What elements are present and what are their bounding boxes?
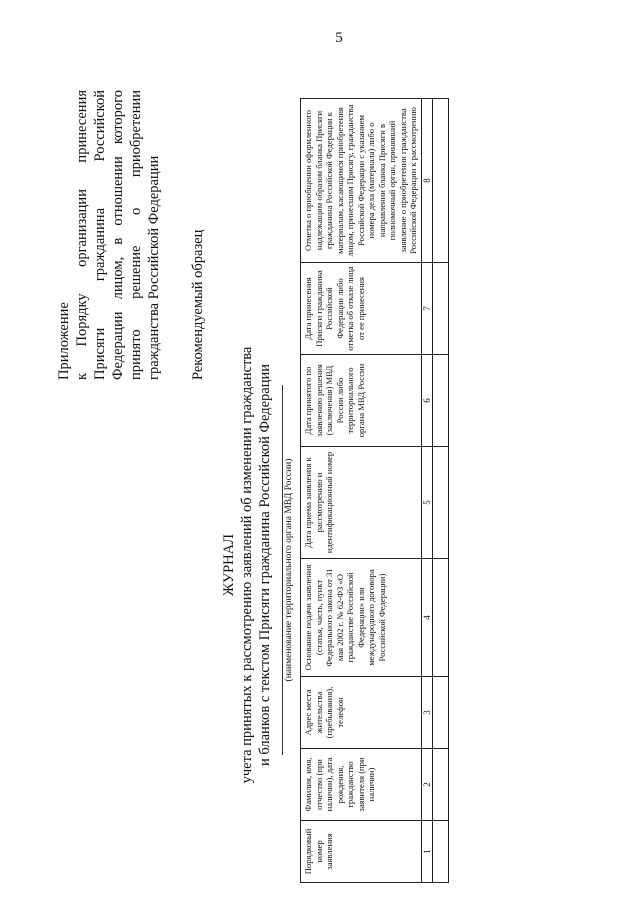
table-cell bbox=[433, 263, 449, 355]
column-header: Фамилия, имя, отчество (при наличии), дата рождения, гражданство заявителя (при наличии) bbox=[301, 749, 422, 821]
appendix-header bbox=[55, 90, 163, 380]
column-header: Адрес места жительства (пребывания), телефон bbox=[301, 677, 422, 749]
column-header: Дата приема заявления к рассмотрению и идентификационный номер bbox=[301, 447, 422, 559]
table-cell bbox=[433, 749, 449, 821]
column-number: 8 bbox=[421, 99, 433, 263]
rotated-page-content bbox=[0, 70, 640, 905]
column-number-row bbox=[421, 99, 433, 883]
appendix-line: Приложение bbox=[56, 302, 72, 380]
page-number: 5 bbox=[335, 30, 343, 46]
table-cell bbox=[433, 559, 449, 677]
table-cell bbox=[433, 677, 449, 749]
appendix-line: к Порядку организации принесения bbox=[74, 90, 90, 380]
table-cell bbox=[433, 447, 449, 559]
empty-table-row bbox=[433, 99, 449, 883]
column-header: Основание подачи заявления (статья, часть, пункт Федерального закона от 31 мая 2002 г. № 62-ФЗ «О гражданстве Российской Федерации» или международного договора Российской Федерации) bbox=[301, 559, 422, 677]
journal-subtitle-line-2: и бланков с текстом Присяги гражданина Российской Федерации bbox=[257, 363, 273, 767]
column-number: 2 bbox=[421, 749, 433, 821]
recommended-sample-label: Рекомендуемый образец bbox=[190, 229, 206, 380]
journal-table bbox=[300, 98, 449, 883]
table-cell bbox=[433, 355, 449, 447]
journal-title-block bbox=[220, 305, 274, 825]
column-number: 7 bbox=[421, 263, 433, 355]
appendix-line: принято решение о приобретении bbox=[128, 90, 144, 380]
appendix-line: Федерации лицом, в отношении которого bbox=[110, 90, 126, 380]
appendix-line: гражданства Российской Федерации bbox=[146, 155, 162, 380]
table-header-row bbox=[301, 99, 422, 883]
column-number: 5 bbox=[421, 447, 433, 559]
authority-name-caption: (наименование территориального органа МВД России) bbox=[282, 385, 294, 755]
column-header: Дата принесения Присяги гражданина Российской Федерации либо отметка об отказе лица от ее принесения bbox=[301, 263, 422, 355]
journal-title: ЖУРНАЛ bbox=[221, 534, 237, 596]
appendix-line: Присяги гражданина Российской bbox=[92, 90, 108, 380]
column-number: 3 bbox=[421, 677, 433, 749]
column-header: Дата принятого по заявлению решения (заключения) МВД России либо территориального органа МВД России bbox=[301, 355, 422, 447]
column-number: 1 bbox=[421, 821, 433, 883]
journal-subtitle-line-1: учета принятых к рассмотрению заявлений об изменении гражданства bbox=[239, 346, 255, 784]
column-header: Отметка о приобщении оформленного надлежащим образом бланка Присяги гражданина Российской Федерации к материалам, касающимся приобретения лицом, принесшим Присягу, гражданства Российской Федерации с указанием номера дела (материала) либо о направлении бланка Присяги в полномочный орган, принявший заявление о приобретении гражданства Российской Федерации к рассмотрению bbox=[301, 99, 422, 263]
table-cell bbox=[433, 821, 449, 883]
table-cell bbox=[433, 99, 449, 263]
column-header: Порядковый номер заявления bbox=[301, 821, 422, 883]
column-number: 6 bbox=[421, 355, 433, 447]
column-number: 4 bbox=[421, 559, 433, 677]
